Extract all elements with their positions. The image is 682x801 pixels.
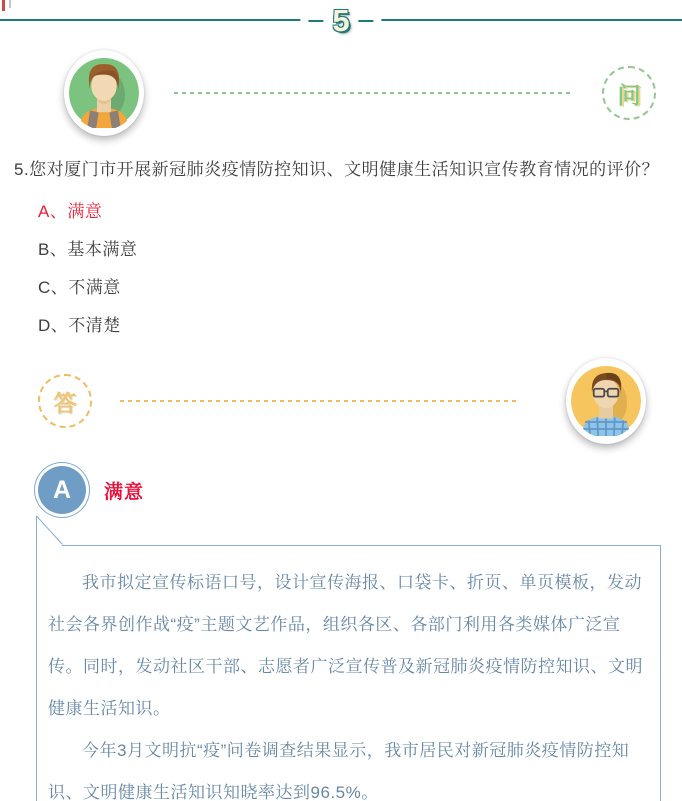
question-header-row: [0, 42, 682, 140]
question-dotted-line: [174, 92, 572, 94]
answer-heading: [38, 461, 682, 519]
answer-paragraph-2: 今年3月文明抗“疫”问卷调查结果显示，我市居民对新冠肺炎疫情防控知识、文明健康生活知识知晓率达到96.5%。: [48, 741, 630, 801]
answer-label: 满意: [104, 481, 145, 503]
questioner-avatar-illustration: [69, 56, 139, 130]
bubble-notch: [36, 516, 63, 545]
answer-header-row: [0, 345, 682, 449]
section-number: 5: [332, 3, 350, 38]
question-badge: [602, 66, 656, 120]
questioner-avatar: [64, 50, 144, 136]
question-text: 5.您对厦门市开展新冠肺炎疫情防控知识、文明健康生活知识宣传教育情况的评价？: [14, 160, 660, 179]
option-d: D、不清楚: [38, 316, 121, 335]
section-divider: [0, 0, 682, 42]
option-c: C、不满意: [38, 278, 121, 297]
divider-dash-right: [359, 20, 374, 22]
answer-letter-circle: A: [38, 466, 86, 514]
option-a: A、满意: [38, 202, 103, 221]
option-list: [38, 193, 682, 345]
answer-badge: [38, 374, 92, 428]
option-b: B、基本满意: [38, 240, 138, 259]
divider-dash-left: [308, 20, 323, 22]
answer-bubble: [36, 545, 661, 801]
answer-paragraph-1: 我市拟定宣传标语口号，设计宣传海报、口袋卡、折页、单页模板，发动社会各界创作战“疫”主题文艺作品，组织各区、各部门利用各类媒体广泛宣传。同时，发动社区干部、志愿者广泛宣传普及新冠肺炎疫情防控知识、文明健康生活知识。: [48, 573, 643, 718]
answerer-avatar-illustration: [571, 364, 641, 438]
answerer-avatar: [566, 358, 646, 444]
answer-badge-label: 答: [53, 389, 77, 416]
question-badge-label: 问: [617, 81, 641, 108]
answer-dotted-line: [120, 400, 518, 402]
